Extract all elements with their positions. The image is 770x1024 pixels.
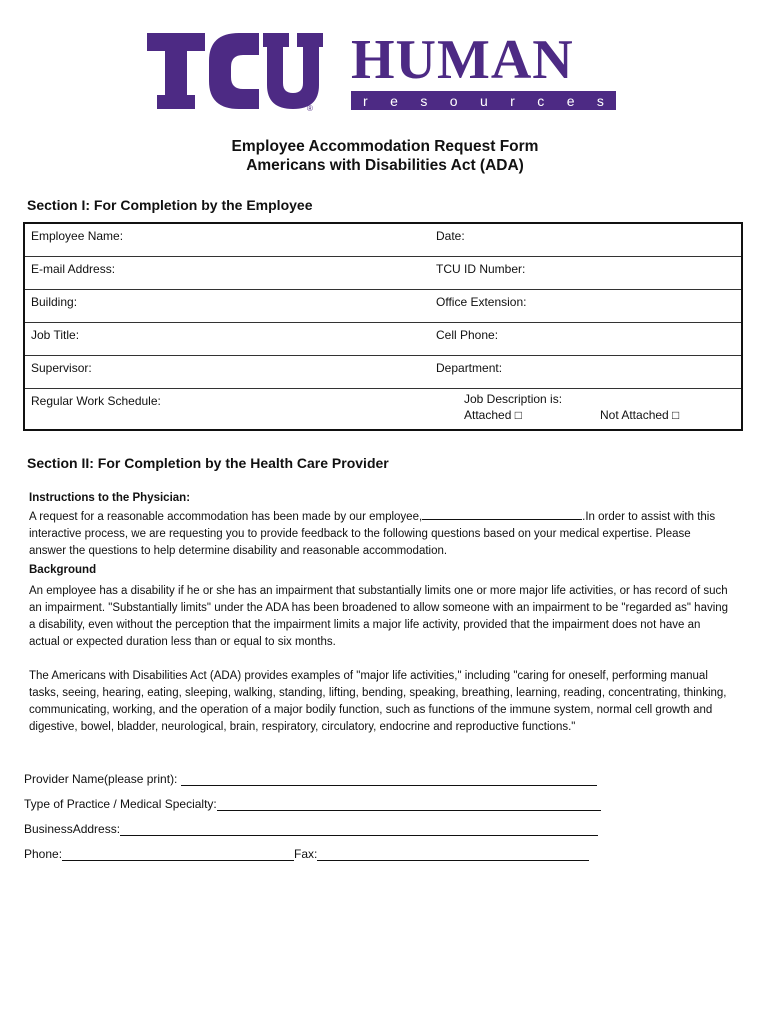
- job-description-options: [464, 407, 735, 423]
- practice-label: Type of Practice / Medical Specialty:: [24, 797, 217, 811]
- instructions-title: Instructions to the Physician:: [29, 492, 191, 504]
- work-schedule-field[interactable]: Regular Work Schedule:: [31, 394, 161, 408]
- human-wordmark: HUMAN: [351, 29, 574, 91]
- resources-bar: [351, 91, 616, 110]
- table-row: [25, 290, 741, 323]
- tcu-logo: [147, 33, 327, 113]
- section1-heading: Section I: For Completion by the Employee: [27, 197, 313, 213]
- background-paragraph-1: An employee has a disability if he or she has an impairment that substantially limits one or more major life activities, or has record of such an impairment. "Substantially limits" under the ADA has been broadened to allow someone with an impairment to be "regarded as" having a disability, even without the perception that the impairment limits a major life activity, provided that the impairment does not have an actual or expected duration less than or equal to six months.: [29, 585, 729, 648]
- employee-info-table: [23, 222, 743, 431]
- not-attached-checkbox[interactable]: Not Attached □: [600, 408, 680, 422]
- table-row: [25, 356, 741, 389]
- background-heading: [29, 562, 729, 579]
- department-field[interactable]: Department:: [436, 361, 503, 375]
- job-description-label: Job Description is:: [464, 392, 563, 406]
- resources-letter: e: [566, 92, 575, 109]
- attached-checkbox[interactable]: Attached □: [464, 408, 522, 422]
- job-title-field[interactable]: Job Title:: [31, 328, 80, 342]
- resources-letter: s: [596, 92, 604, 109]
- resources-letter: r: [510, 92, 515, 109]
- practice-input[interactable]: [217, 797, 601, 811]
- date-field[interactable]: Date:: [436, 229, 465, 243]
- instructions-text: [29, 507, 729, 560]
- provider-name-line: [24, 772, 597, 786]
- tcu-id-field[interactable]: TCU ID Number:: [436, 262, 526, 276]
- svg-text:®: ®: [307, 104, 313, 113]
- employee-name-blank[interactable]: [422, 507, 582, 520]
- table-row: [25, 224, 741, 257]
- fax-label: Fax:: [294, 847, 318, 861]
- resources-letter: s: [420, 92, 428, 109]
- email-field[interactable]: E-mail Address:: [31, 262, 116, 276]
- job-description-cell: [430, 389, 741, 429]
- address-input[interactable]: [120, 822, 598, 836]
- office-extension-field[interactable]: Office Extension:: [436, 295, 527, 309]
- practice-line: [24, 797, 601, 811]
- table-row: [25, 389, 741, 429]
- background-paragraph-2: The Americans with Disabilities Act (ADA) provides examples of "major life activities," including "caring for oneself, performing manual tasks, seeing, hearing, eating, sleeping, walking, standing, lifting, bending, speaking, breathing, learning, reading, concentrating, thinking, communicating, working, and the operation of a major bodily function, such as functions of the immune system, normal cell growth and digestive, bowel, bladder, neurological, brain, respiratory, circulatory, endocrine and reproductive functions.": [29, 670, 727, 733]
- instructions-part1: A request for a reasonable accommodation has been made by our employee,: [29, 511, 423, 523]
- resources-letter: r: [363, 92, 368, 109]
- resources-letter: u: [479, 92, 488, 109]
- form-subtitle: Americans with Disabilities Act (ADA): [246, 157, 524, 174]
- address-label: BusinessAddress:: [24, 822, 121, 836]
- instructions-heading: [29, 490, 729, 507]
- phone-fax-line: [24, 847, 589, 861]
- table-row: [25, 323, 741, 356]
- employee-name-field[interactable]: Employee Name:: [31, 229, 124, 243]
- resources-letter: e: [390, 92, 398, 109]
- resources-letter: c: [537, 92, 545, 109]
- instructions-part2: .In order to assist with this interactive process, we are requesting you to provide feedback to the following questions based on your medical expertise. Please answer the questions to help determine disability and reasonable accommodation.: [29, 511, 716, 557]
- background-title: Background: [29, 564, 97, 576]
- form-title: Employee Accommodation Request Form: [231, 138, 539, 155]
- provider-name-input[interactable]: [181, 772, 597, 786]
- table-row: [25, 257, 741, 290]
- fax-input[interactable]: [317, 847, 589, 861]
- building-field[interactable]: Building:: [31, 295, 78, 309]
- provider-name-label: Provider Name(please print):: [24, 772, 178, 786]
- phone-input[interactable]: [62, 847, 294, 861]
- supervisor-field[interactable]: Supervisor:: [31, 361, 92, 375]
- address-line: [24, 822, 598, 836]
- resources-letter: o: [449, 92, 458, 109]
- section2-heading: Section II: For Completion by the Health Care Provider: [27, 455, 389, 471]
- phone-label: Phone:: [24, 847, 63, 861]
- cell-phone-field[interactable]: Cell Phone:: [436, 328, 499, 342]
